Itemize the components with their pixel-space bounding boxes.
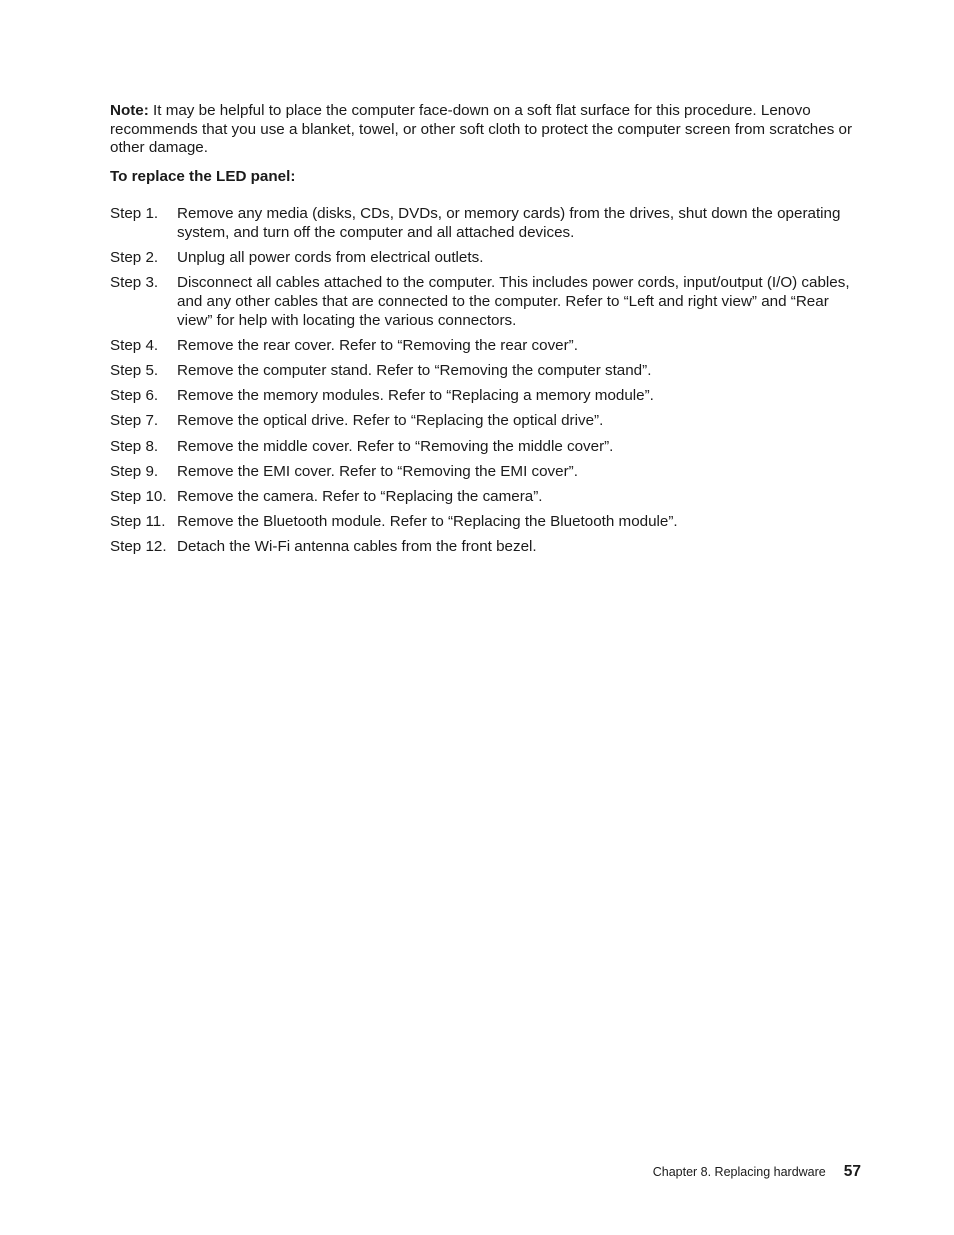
step-number: Step 10. — [110, 487, 167, 505]
step-text: Remove the middle cover. Refer to “Removing the middle cover”. — [177, 437, 614, 455]
step-number: Step 9. — [110, 462, 159, 480]
step-text: Remove the camera. Refer to “Replacing the camera”. — [177, 487, 543, 505]
procedure-heading: To replace the LED panel: — [110, 168, 296, 185]
step-item — [110, 274, 866, 330]
step-number: Step 12. — [110, 538, 167, 556]
step-item — [110, 249, 866, 268]
step-number: Step 8. — [110, 437, 159, 455]
step-text: Remove any media (disks, CDs, DVDs, or memory cards) from the drives, shut down the operating system, and turn off the computer and all attached devices. — [177, 205, 841, 241]
step-item — [110, 513, 866, 532]
step-number: Step 4. — [110, 336, 159, 354]
step-text: Remove the computer stand. Refer to “Removing the computer stand”. — [177, 361, 652, 379]
step-number: Step 5. — [110, 361, 159, 379]
page-footer — [653, 1163, 861, 1181]
step-text: Unplug all power cords from electrical outlets. — [177, 248, 484, 266]
page-number: 57 — [843, 1163, 861, 1180]
step-item — [110, 538, 866, 557]
step-item — [110, 337, 866, 356]
step-number: Step 7. — [110, 412, 159, 430]
step-item — [110, 205, 866, 242]
step-item — [110, 438, 866, 457]
step-text: Disconnect all cables attached to the computer. This includes power cords, input/output (I/O) cables, and any other cables that are connected to the computer. Refer to “Left and right view” and “Rear view” for help with locating the various connectors. — [177, 274, 850, 329]
step-item — [110, 463, 866, 482]
step-text: Remove the Bluetooth module. Refer to “Replacing the Bluetooth module”. — [177, 513, 678, 531]
step-item — [110, 387, 866, 406]
step-item — [110, 412, 866, 431]
step-number: Step 2. — [110, 248, 159, 266]
note-label: Note: — [110, 102, 149, 119]
note-paragraph — [110, 102, 866, 158]
step-number: Step 6. — [110, 387, 159, 405]
step-number: Step 11. — [110, 513, 166, 531]
step-item — [110, 488, 866, 507]
step-number: Step 1. — [110, 205, 159, 222]
step-item — [110, 362, 866, 381]
step-text: Remove the rear cover. Refer to “Removing the rear cover”. — [177, 336, 578, 354]
step-text: Remove the memory modules. Refer to “Replacing a memory module”. — [177, 387, 654, 405]
note-text: It may be helpful to place the computer face-down on a soft flat surface for this procedure. Lenovo recommends that you use a blanket, towel, or other soft cloth to protect the computer screen from scratches or other damage. — [110, 102, 853, 157]
step-text: Remove the optical drive. Refer to “Replacing the optical drive”. — [177, 412, 604, 430]
step-text: Detach the Wi-Fi antenna cables from the front bezel. — [177, 538, 537, 556]
steps-list — [110, 205, 866, 564]
step-number: Step 3. — [110, 274, 159, 292]
step-text: Remove the EMI cover. Refer to “Removing the EMI cover”. — [177, 462, 578, 480]
footer-chapter-title: Chapter 8. Replacing hardware — [652, 1165, 826, 1179]
